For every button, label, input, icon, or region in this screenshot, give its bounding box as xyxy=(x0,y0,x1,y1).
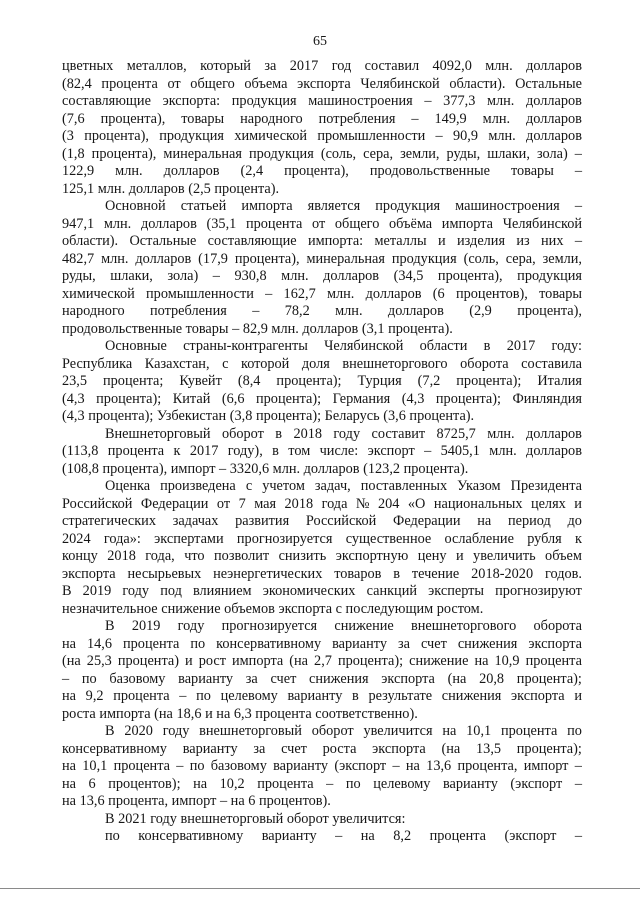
text-line: продовольственные товары – 82,9 млн. долларов (3,1 процента). xyxy=(62,320,453,337)
text-line: Оценка произведена с учетом задач, поставленных Указом Президента xyxy=(105,478,582,494)
text-line: Внешнеторговый оборот в 2018 году составит 8725,7 млн. долларов xyxy=(105,425,582,442)
text-line: – по базовому варианту за счет снижения экспорта (на 20,8 процента); xyxy=(62,670,582,687)
text-line: 23,5 процента; Кувейт (8,4 процента); Турция (7,2 процента); Италия xyxy=(62,373,582,389)
text-line: 482,7 млн. долларов (17,9 процента), минеральная продукция (соль, сера, земли, xyxy=(62,250,582,267)
text-line: цветных металлов, который за 2017 год составил 4092,0 млн. долларов xyxy=(62,58,582,74)
text-line: (82,4 процента от общего объема экспорта Челябинской области). Остальные xyxy=(62,75,582,92)
text-line: (1,8 процента), минеральная продукция (соль, сера, земли, руды, шлаки, зола) – xyxy=(62,145,582,162)
text-line: Российской Федерации от 7 мая 2018 года № 204 «О национальных целях и xyxy=(62,495,582,512)
text-line: на 10,1 процента – по базовому варианту (экспорт – на 13,6 процента, импорт – xyxy=(62,758,582,774)
text-line: стратегических задачах развития Российской Федерации на период до xyxy=(62,513,582,529)
text-line: на 13,6 процента, импорт – на 6 процентов). xyxy=(62,793,331,809)
body-text xyxy=(62,58,582,846)
text-line: руды, шлаки, зола) – 930,8 млн. долларов (34,5 процента), продукция xyxy=(62,268,582,284)
text-line: Республика Казахстан, с которой доля внешнеторгового оборота составила xyxy=(62,355,582,372)
text-line: (4,3 процента); Узбекистан (3,8 процента); Беларусь (3,6 процента). xyxy=(62,408,475,424)
text-line: народного потребления – 78,2 млн. долларов (2,9 процента), xyxy=(62,303,582,319)
text-line: экспорта несырьевых неэнергетических товаров в течение 2018-2020 годов. xyxy=(62,565,582,582)
text-line: В 2020 году внешнеторговый оборот увеличится на 10,1 процента по xyxy=(105,723,582,739)
text-line: 122,9 млн. долларов (2,4 процента), продовольственные товары – xyxy=(62,163,582,179)
text-line: Основной статьей импорта является продукция машиностроения – xyxy=(105,198,582,214)
text-line: (на 25,3 процента) и рост импорта (на 2,7 процента); снижение на 10,9 процента xyxy=(62,653,582,669)
text-line: роста импорта (на 18,6 и на 6,3 процента соответственно). xyxy=(62,705,418,722)
text-line: (4,3 процента); Китай (6,6 процента); Германия (4,3 процента); Финляндия xyxy=(62,390,582,407)
text-line: (7,6 процента), товары народного потребления – 149,9 млн. долларов xyxy=(62,110,582,127)
text-line: (113,8 процента к 2017 году), в том числе: экспорт – 5405,1 млн. долларов xyxy=(62,443,582,459)
text-line: незначительное снижение объемов экспорта с последующим ростом. xyxy=(62,600,484,617)
text-line: Основные страны-контрагенты Челябинской области в 2017 году: xyxy=(105,338,582,354)
text-line: (108,8 процента), импорт – 3320,6 млн. долларов (123,2 процента). xyxy=(62,460,469,477)
text-line: (3 процента), продукция химической промышленности – 90,9 млн. долларов xyxy=(62,128,582,144)
text-line: химической промышленности – 162,7 млн. долларов (6 процентов), товары xyxy=(62,285,582,302)
text-line: 2024 года»: экспертами прогнозируется существенное ослабление рубля к xyxy=(62,530,582,547)
text-line: области). Остальные составляющие импорта: металлы и изделия из них – xyxy=(62,233,582,249)
text-line: В 2019 году под влиянием экономических санкций эксперты прогнозируют xyxy=(62,583,582,599)
text-line: В 2021 году внешнеторговый оборот увеличится: xyxy=(105,810,406,827)
text-line: составляющие экспорта: продукция машиностроения – 377,3 млн. долларов xyxy=(62,93,582,109)
text-line: концу 2018 года, что позволит снизить экспортную цену и увеличить объем xyxy=(62,548,582,564)
text-line: на 14,6 процента по консервативному варианту за счет снижения экспорта xyxy=(62,635,582,652)
page-number: 65 xyxy=(313,34,327,49)
text-line: 947,1 млн. долларов (35,1 процента от общего объёма импорта Челябинской xyxy=(62,215,582,232)
text-line: на 9,2 процента – по целевому варианту в результате снижения экспорта и xyxy=(62,688,582,704)
text-line: по консервативному варианту – на 8,2 процента (экспорт – xyxy=(105,828,582,844)
text-line: консервативному варианту за счет роста экспорта (на 13,5 процента); xyxy=(62,740,582,757)
text-line: В 2019 году прогнозируется снижение внешнеторгового оборота xyxy=(105,618,582,634)
bottom-rule xyxy=(0,888,640,889)
text-line: 125,1 млн. долларов (2,5 процента). xyxy=(62,180,280,197)
text-line: на 6 процентов); на 10,2 процента – по целевому варианту (экспорт – xyxy=(62,775,582,792)
